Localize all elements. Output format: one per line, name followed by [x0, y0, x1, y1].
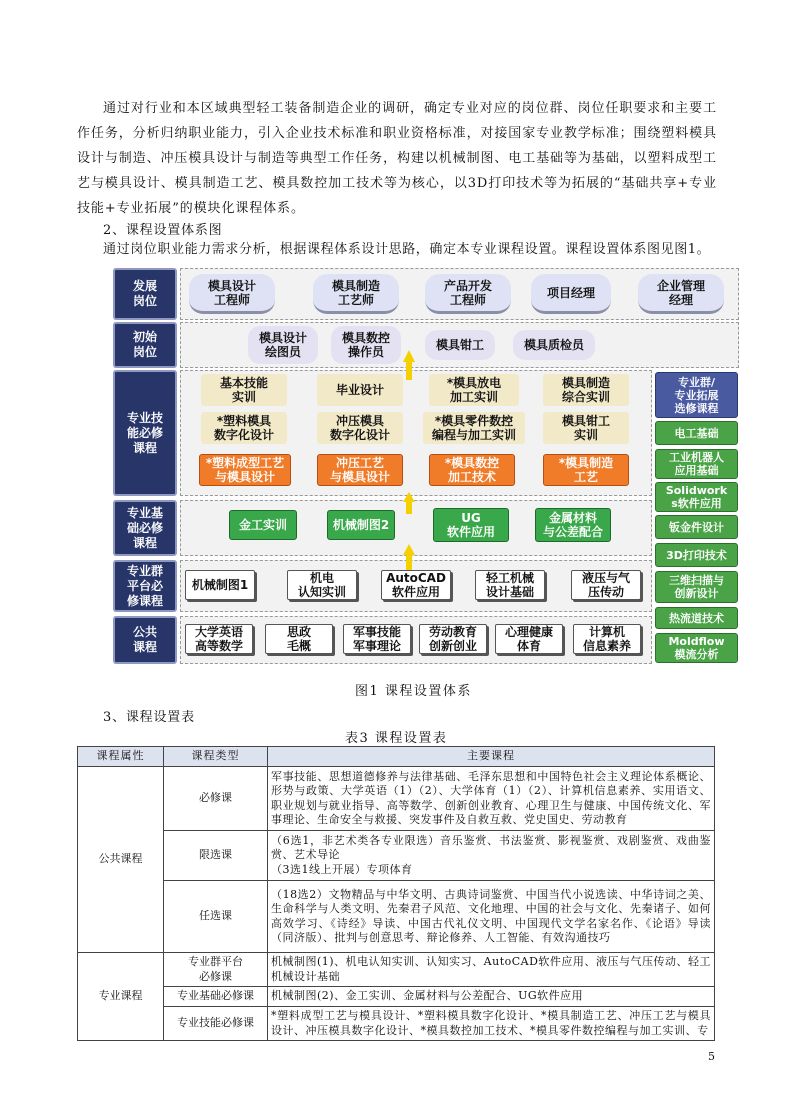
elective-course: Moldflow 模流分析 — [655, 633, 738, 663]
row-label-public: 公共 课程 — [113, 616, 177, 664]
elective-course: 热流道技术 — [655, 607, 738, 629]
elective-course: 电工基础 — [655, 421, 738, 445]
skill-practice-course: 模具制造 综合实训 — [543, 374, 629, 406]
course-table — [77, 746, 715, 1041]
header-type: 课程类型 — [164, 747, 268, 767]
table-header-row — [78, 747, 715, 767]
header-content: 主要课程 — [268, 747, 715, 767]
platform-course: 机械制图1 — [185, 570, 255, 600]
dev-position: 模具制造 工艺师 — [313, 274, 399, 314]
elective-course: 工业机器人 应用基础 — [655, 449, 738, 479]
skill-course: *塑料模具 数字化设计 — [201, 412, 287, 444]
up-arrow-icon — [403, 544, 415, 570]
skill-practice-course: *模具放电 加工实训 — [429, 374, 519, 406]
dev-position: 模具设计 工程师 — [189, 274, 275, 314]
skill-practice-course: 毕业设计 — [317, 374, 403, 406]
type-cell: 限选课 — [164, 831, 268, 881]
skill-course: *模具零件数控 编程与加工实训 — [423, 412, 525, 444]
table-row — [78, 767, 715, 831]
init-position: 模具钳工 — [425, 330, 495, 360]
table-row — [78, 953, 715, 987]
core-course: 冲压工艺 与模具设计 — [317, 454, 403, 486]
table-row — [78, 881, 715, 953]
basic-course: UG 软件应用 — [433, 508, 509, 542]
content-cell: 机械制图(2)、金工实训、金属材料与公差配合、UG软件应用 — [268, 987, 715, 1007]
elective-course: 钣金件设计 — [655, 515, 738, 539]
init-position: 模具设计 绘图员 — [248, 326, 318, 364]
basic-course: 金属材料 与公差配合 — [535, 508, 611, 542]
table-caption: 表3 课程设置表 — [345, 731, 448, 746]
row-label-basic: 专业基 础必修 课程 — [113, 500, 177, 556]
section2-paragraph: 通过岗位职业能力需求分析，根据课程体系设计思路，确定本专业课程设置。课程设置体系图见图1。 — [103, 242, 711, 257]
table-row — [78, 987, 715, 1007]
public-course: 心理健康 体育 — [495, 624, 563, 654]
skill-practice-course: 基本技能 实训 — [201, 374, 287, 406]
elective-course: Solidwork s软件应用 — [655, 482, 738, 512]
skill-course: 冲压模具 数字化设计 — [317, 412, 403, 444]
intro-paragraph: 通过对行业和本区域典型轻工装备制造企业的调研，确定专业对应的岗位群、岗位任职要求和主要工作任务，分析归纳职业能力，引入企业技术标准和职业资格标准，对接国家专业教学标准；围绕塑料模具设计与制造、冲压模具设计与制造等典型工作任务，构建以机械制图、电工基础等为基础，以塑料成型工艺与模具设计、模具制造工艺、模具数控加工技术等为核心，以3D打印技术等为拓展的“基础共享+专业技能+专业拓展”的模块化课程体系。 — [77, 101, 717, 216]
elective-course: 3D打印技术 — [655, 543, 738, 567]
content-cell: 军事技能、思想道德修养与法律基础、毛泽东思想和中国特色社会主义理论体系概论、形势与政策、大学英语（1）（2）、大学体育（1）（2）、计算机信息素养、实用语文、职业规划与就业指导、高等数学、创新创业教育、心理卫生与健康、中国传统文化、军事理论、生命安全与救援、突发事件及自救互救、党史国史、劳动教育 — [268, 767, 715, 831]
table-row — [78, 1007, 715, 1041]
platform-course: 液压与气 压传动 — [571, 570, 641, 600]
elective-course: 三维扫描与 创新设计 — [655, 571, 738, 603]
type-cell: 专业群平台 必修课 — [164, 953, 268, 987]
up-arrow-icon — [403, 350, 415, 380]
content-cell: （6选1，非艺术类各专业限选）音乐鉴赏、书法鉴赏、影视鉴赏、戏剧鉴赏、戏曲鉴赏、艺术导论 （3选1线上开展）专项体育 — [268, 831, 715, 881]
skill-course: 模具钳工 实训 — [543, 412, 629, 444]
type-cell: 专业技能必修课 — [164, 1007, 268, 1041]
public-course: 计算机 信息素养 — [573, 624, 641, 654]
row-label-init: 初始 岗位 — [113, 322, 177, 368]
type-cell: 必修课 — [164, 767, 268, 831]
up-arrow-icon — [403, 492, 415, 514]
course-system-diagram — [113, 268, 740, 664]
platform-course: 机电 认知实训 — [287, 570, 357, 600]
dev-position: 企业管理 经理 — [638, 274, 724, 314]
header-attr: 课程属性 — [78, 747, 164, 767]
content-cell: （18选2）文物精品与中华文明、古典诗词鉴赏、中国当代小说选读、中华诗词之美、生命科学与人类文明、先秦君子风范、文化地理、中国的社会与文化、先秦诸子、如何高效学习、《诗经》导读、中国古代礼仪文明、中国现代文学名家名作、《论语》导读（同济版）、批判与创意思考、辩论修养、人工智能、有效沟通技巧 — [268, 881, 715, 953]
row-label-platform: 专业群 平台必 修课程 — [113, 560, 177, 612]
core-course: *模具数控 加工技术 — [429, 454, 515, 486]
platform-course: 轻工机械 设计基础 — [475, 570, 545, 600]
elective-header: 专业群/ 专业拓展 选修课程 — [655, 372, 738, 418]
dev-position: 项目经理 — [531, 274, 611, 314]
public-attr-cell: 公共课程 — [78, 767, 164, 953]
dev-position: 产品开发 工程师 — [425, 274, 511, 314]
public-course: 大学英语 高等数学 — [185, 624, 253, 654]
basic-course: 机械制图2 — [327, 510, 395, 540]
section3-heading: 3、课程设置表 — [103, 710, 195, 725]
platform-course: AutoCAD 软件应用 — [381, 570, 451, 600]
table-row — [78, 831, 715, 881]
core-course: *模具制造 工艺 — [543, 454, 629, 486]
public-course: 军事技能 军事理论 — [343, 624, 411, 654]
init-position: 模具质检员 — [513, 330, 595, 360]
type-cell: 任选课 — [164, 881, 268, 953]
section2-heading: 2、课程设置体系图 — [103, 223, 223, 238]
public-course: 劳动教育 创新创业 — [419, 624, 487, 654]
basic-course: 金工实训 — [229, 510, 297, 540]
row-label-skill: 专业技 能必修 课程 — [113, 370, 177, 496]
type-cell: 专业基础必修课 — [164, 987, 268, 1007]
core-course: *塑料成型工艺 与模具设计 — [199, 454, 291, 486]
figure-caption: 图1 课程设置体系 — [355, 684, 472, 699]
professional-attr-cell: 专业课程 — [78, 953, 164, 1041]
row-label-dev: 发展 岗位 — [113, 268, 177, 320]
content-cell: 机械制图(1)、机电认知实训、认知实习、AutoCAD软件应用、液压与气压传动、轻工机械设计基础 — [268, 953, 715, 987]
content-cell: *塑料成型工艺与模具设计、*塑料模具数字化设计、*模具制造工艺、冲压工艺与模具设计、冲压模具数字化设计、*模具数控加工技术、*模具零件数控编程与加工实训、专 — [268, 1007, 715, 1041]
public-course: 思政 毛概 — [265, 624, 333, 654]
page-number: 5 — [708, 1050, 715, 1063]
init-position: 模具数控 操作员 — [331, 326, 401, 364]
